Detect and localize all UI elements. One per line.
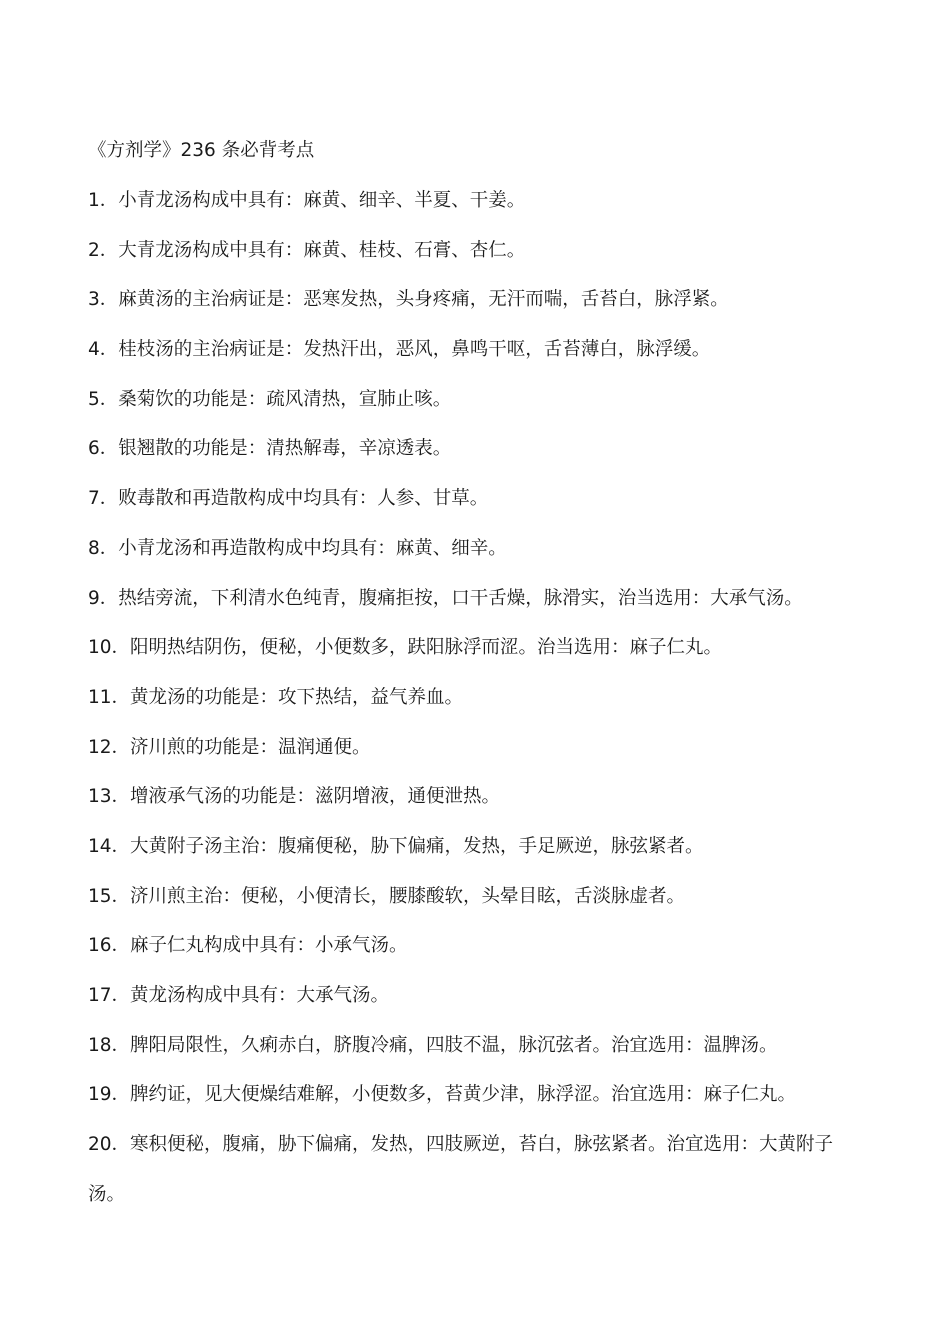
exam-point-item: 20．寒积便秘，腹痛，胁下偏痛，发热，四肢厥逆，苔白，脉弦紧者。治宜选用：大黄附子汤。 <box>88 1134 834 1206</box>
exam-point-item: 9．热结旁流，下利清水色纯青，腹痛拒按，口干舌燥，脉滑实，治当选用：大承气汤。 <box>88 587 803 609</box>
exam-point-item: 16．麻子仁丸构成中具有：小承气汤。 <box>88 935 408 957</box>
exam-point-item: 19．脾约证，见大便燥结难解，小便数多，苔黄少津，脉浮涩。治宜选用：麻子仁丸。 <box>88 1084 797 1106</box>
exam-point-list <box>88 186 868 1220</box>
exam-point-item: 17．黄龙汤构成中具有：大承气汤。 <box>88 985 390 1006</box>
exam-point-item: 6．银翘散的功能是：清热解毒，辛凉透表。 <box>88 438 452 460</box>
exam-point-item: 1．小青龙汤构成中具有：麻黄、细辛、半夏、干姜。 <box>88 190 526 211</box>
exam-point-item: 11．黄龙汤的功能是：攻下热结，益气养血。 <box>88 686 464 708</box>
exam-point-item: 13．增液承气汤的功能是：滋阴增液，通便泄热。 <box>88 786 501 808</box>
exam-point-item: 3．麻黄汤的主治病证是：恶寒发热，头身疼痛，无汗而喘，舌苔白，脉浮紧。 <box>88 289 729 311</box>
exam-point-item: 18．脾阳局限性，久痢赤白，脐腹冷痛，四肢不温，脉沉弦者。治宜选用：温脾汤。 <box>88 1034 778 1056</box>
exam-point-item: 12．济川煎的功能是：温润通便。 <box>88 736 371 758</box>
exam-point-item: 7．败毒散和再造散构成中均具有：人参、甘草。 <box>88 488 489 510</box>
exam-point-item: 10．阳明热结阴伤，便秘，小便数多，趺阳脉浮而涩。治当选用：麻子仁丸。 <box>88 637 723 659</box>
exam-point-item: 4．桂枝汤的主治病证是：发热汗出，恶风，鼻鸣干呕，舌苔薄白，脉浮缓。 <box>88 339 711 361</box>
exam-point-item: 5．桑菊饮的功能是：疏风清热，宣肺止咳。 <box>88 388 452 410</box>
document-title: 《方剂学》236 条必背考点 <box>88 140 315 161</box>
exam-point-item: 2．大青龙汤构成中具有：麻黄、桂枝、石膏、杏仁。 <box>88 239 526 261</box>
exam-point-item: 8．小青龙汤和再造散构成中均具有：麻黄、细辛。 <box>88 537 507 559</box>
document-content <box>88 136 868 1240</box>
exam-point-item: 15．济川煎主治：便秘，小便清长，腰膝酸软，头晕目眩，舌淡脉虚者。 <box>88 885 686 907</box>
exam-point-item: 14．大黄附子汤主治：腹痛便秘，胁下偏痛，发热，手足厥逆，脉弦紧者。 <box>88 835 704 857</box>
